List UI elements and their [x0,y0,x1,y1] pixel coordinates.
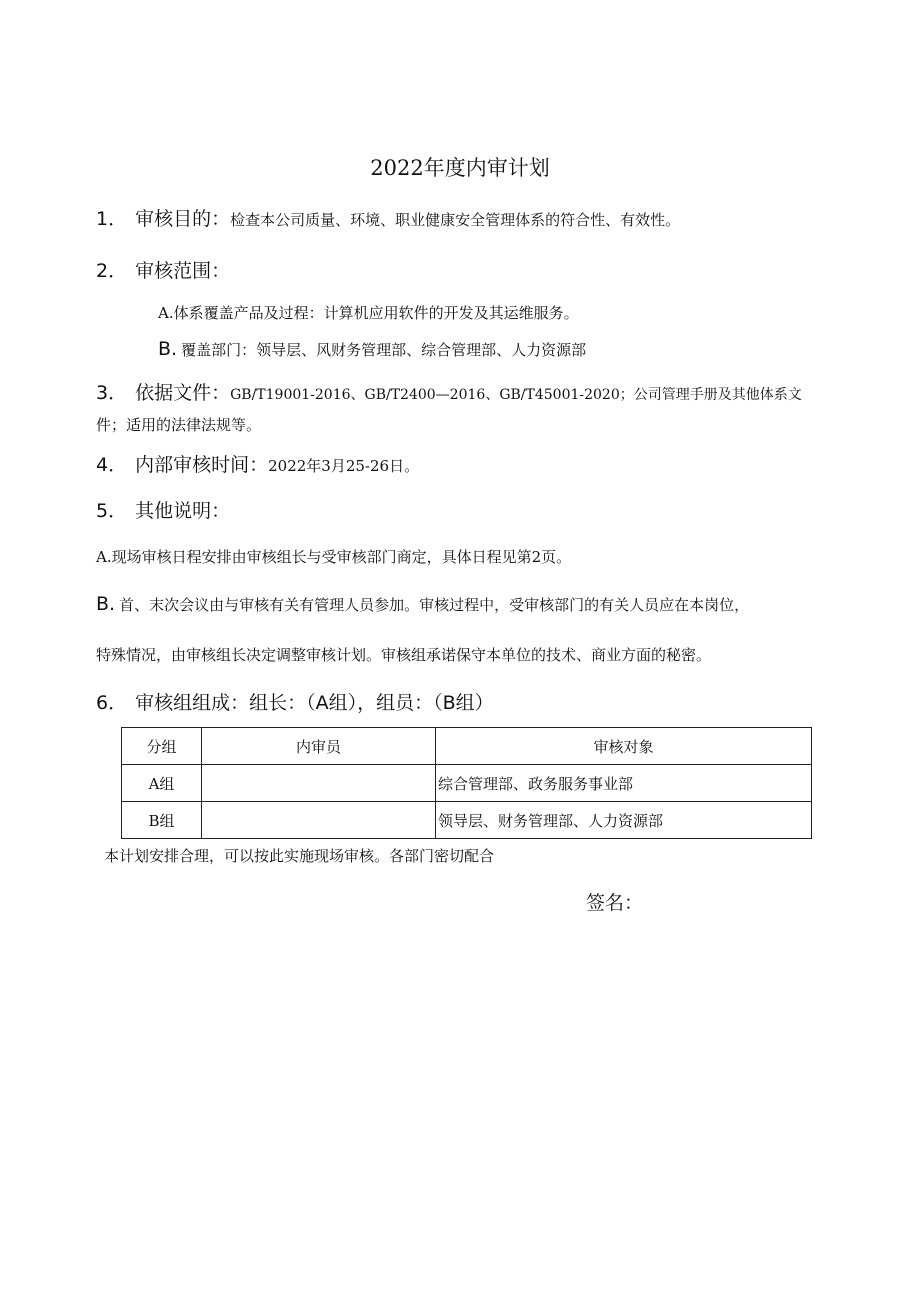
section-4 [96,450,419,477]
table-row [122,802,812,839]
table-header-auditor: 内审员 [202,728,436,765]
section-3-text-continued: 件；适用的法律法规等。 [96,416,262,434]
table-header-group: 分组 [122,728,202,765]
section-2-heading: 审核范围： [135,260,231,282]
table-cell-auditor [202,802,436,839]
section-5-item-a: A.现场审核日程安排由审核组长与受审核部门商定，具体日程见第2页。 [96,548,572,566]
section-5-number: 5． [96,500,128,522]
section-5-item-b-text: 首、末次会议由与审核有关有管理人员参加。审核过程中，受审核部门的有关人员应在本岗位， [119,596,750,614]
section-5 [96,496,230,523]
section-6 [96,688,494,715]
document-title: 2022年度内审计划 [370,156,550,180]
section-2-item-b-label: B. [158,338,178,360]
section-5-item-b-label: B. [96,593,116,615]
section-1-heading: 审核目的： [135,208,231,230]
table-cell-group: B组 [122,802,202,839]
table-cell-audit-target: 领导层、财务管理部、人力资源部 [436,802,812,839]
section-2-item-b-text: 覆盖部门：领导层、风财务管理部、综合管理部、人力资源部 [181,341,587,359]
table-row [122,765,812,802]
section-2-item-b [158,338,586,360]
section-1-number: 1． [96,208,128,230]
section-2-item-a: A.体系覆盖产品及过程：计算机应用软件的开发及其运维服务。 [158,304,579,322]
table-header-audit-target: 审核对象 [436,728,812,765]
section-2 [96,256,230,283]
section-6-heading: 审核组组成：组长：（A组），组员：（B组） [135,692,494,714]
section-3-heading: 依据文件： [135,382,231,404]
section-4-number: 4． [96,454,128,476]
section-1-text: 检查本公司质量、环境、职业健康安全管理体系的符合性、有效性。 [230,211,681,229]
section-5-item-b [96,593,749,615]
section-4-heading: 内部审核时间： [135,454,269,476]
table-cell-group: A组 [122,765,202,802]
section-1 [96,204,680,231]
section-3 [96,378,802,405]
approval-note: 本计划安排合理，可以按此实施现场审核。各部门密切配合 [104,847,495,865]
table-cell-auditor [202,765,436,802]
section-6-number: 6． [96,692,128,714]
section-3-number: 3． [96,382,128,404]
section-2-number: 2． [96,260,128,282]
table-cell-audit-target: 综合管理部、政务服务事业部 [436,765,812,802]
audit-group-table [121,727,812,839]
table-header-row [122,728,812,765]
section-5-heading: 其他说明： [135,500,231,522]
section-3-text: GB/T19001-2016、GB/T2400—2016、GB/T45001-2020；公司管理手册及其他体系文 [230,387,802,403]
signature-label: 签名： [586,892,644,914]
section-5-item-b-continued: 特殊情况，由审核组长决定调整审核计划。审核组承诺保守本单位的技术、商业方面的秘密。 [96,646,712,664]
section-4-text: 2022年3月25-26日。 [268,457,420,475]
